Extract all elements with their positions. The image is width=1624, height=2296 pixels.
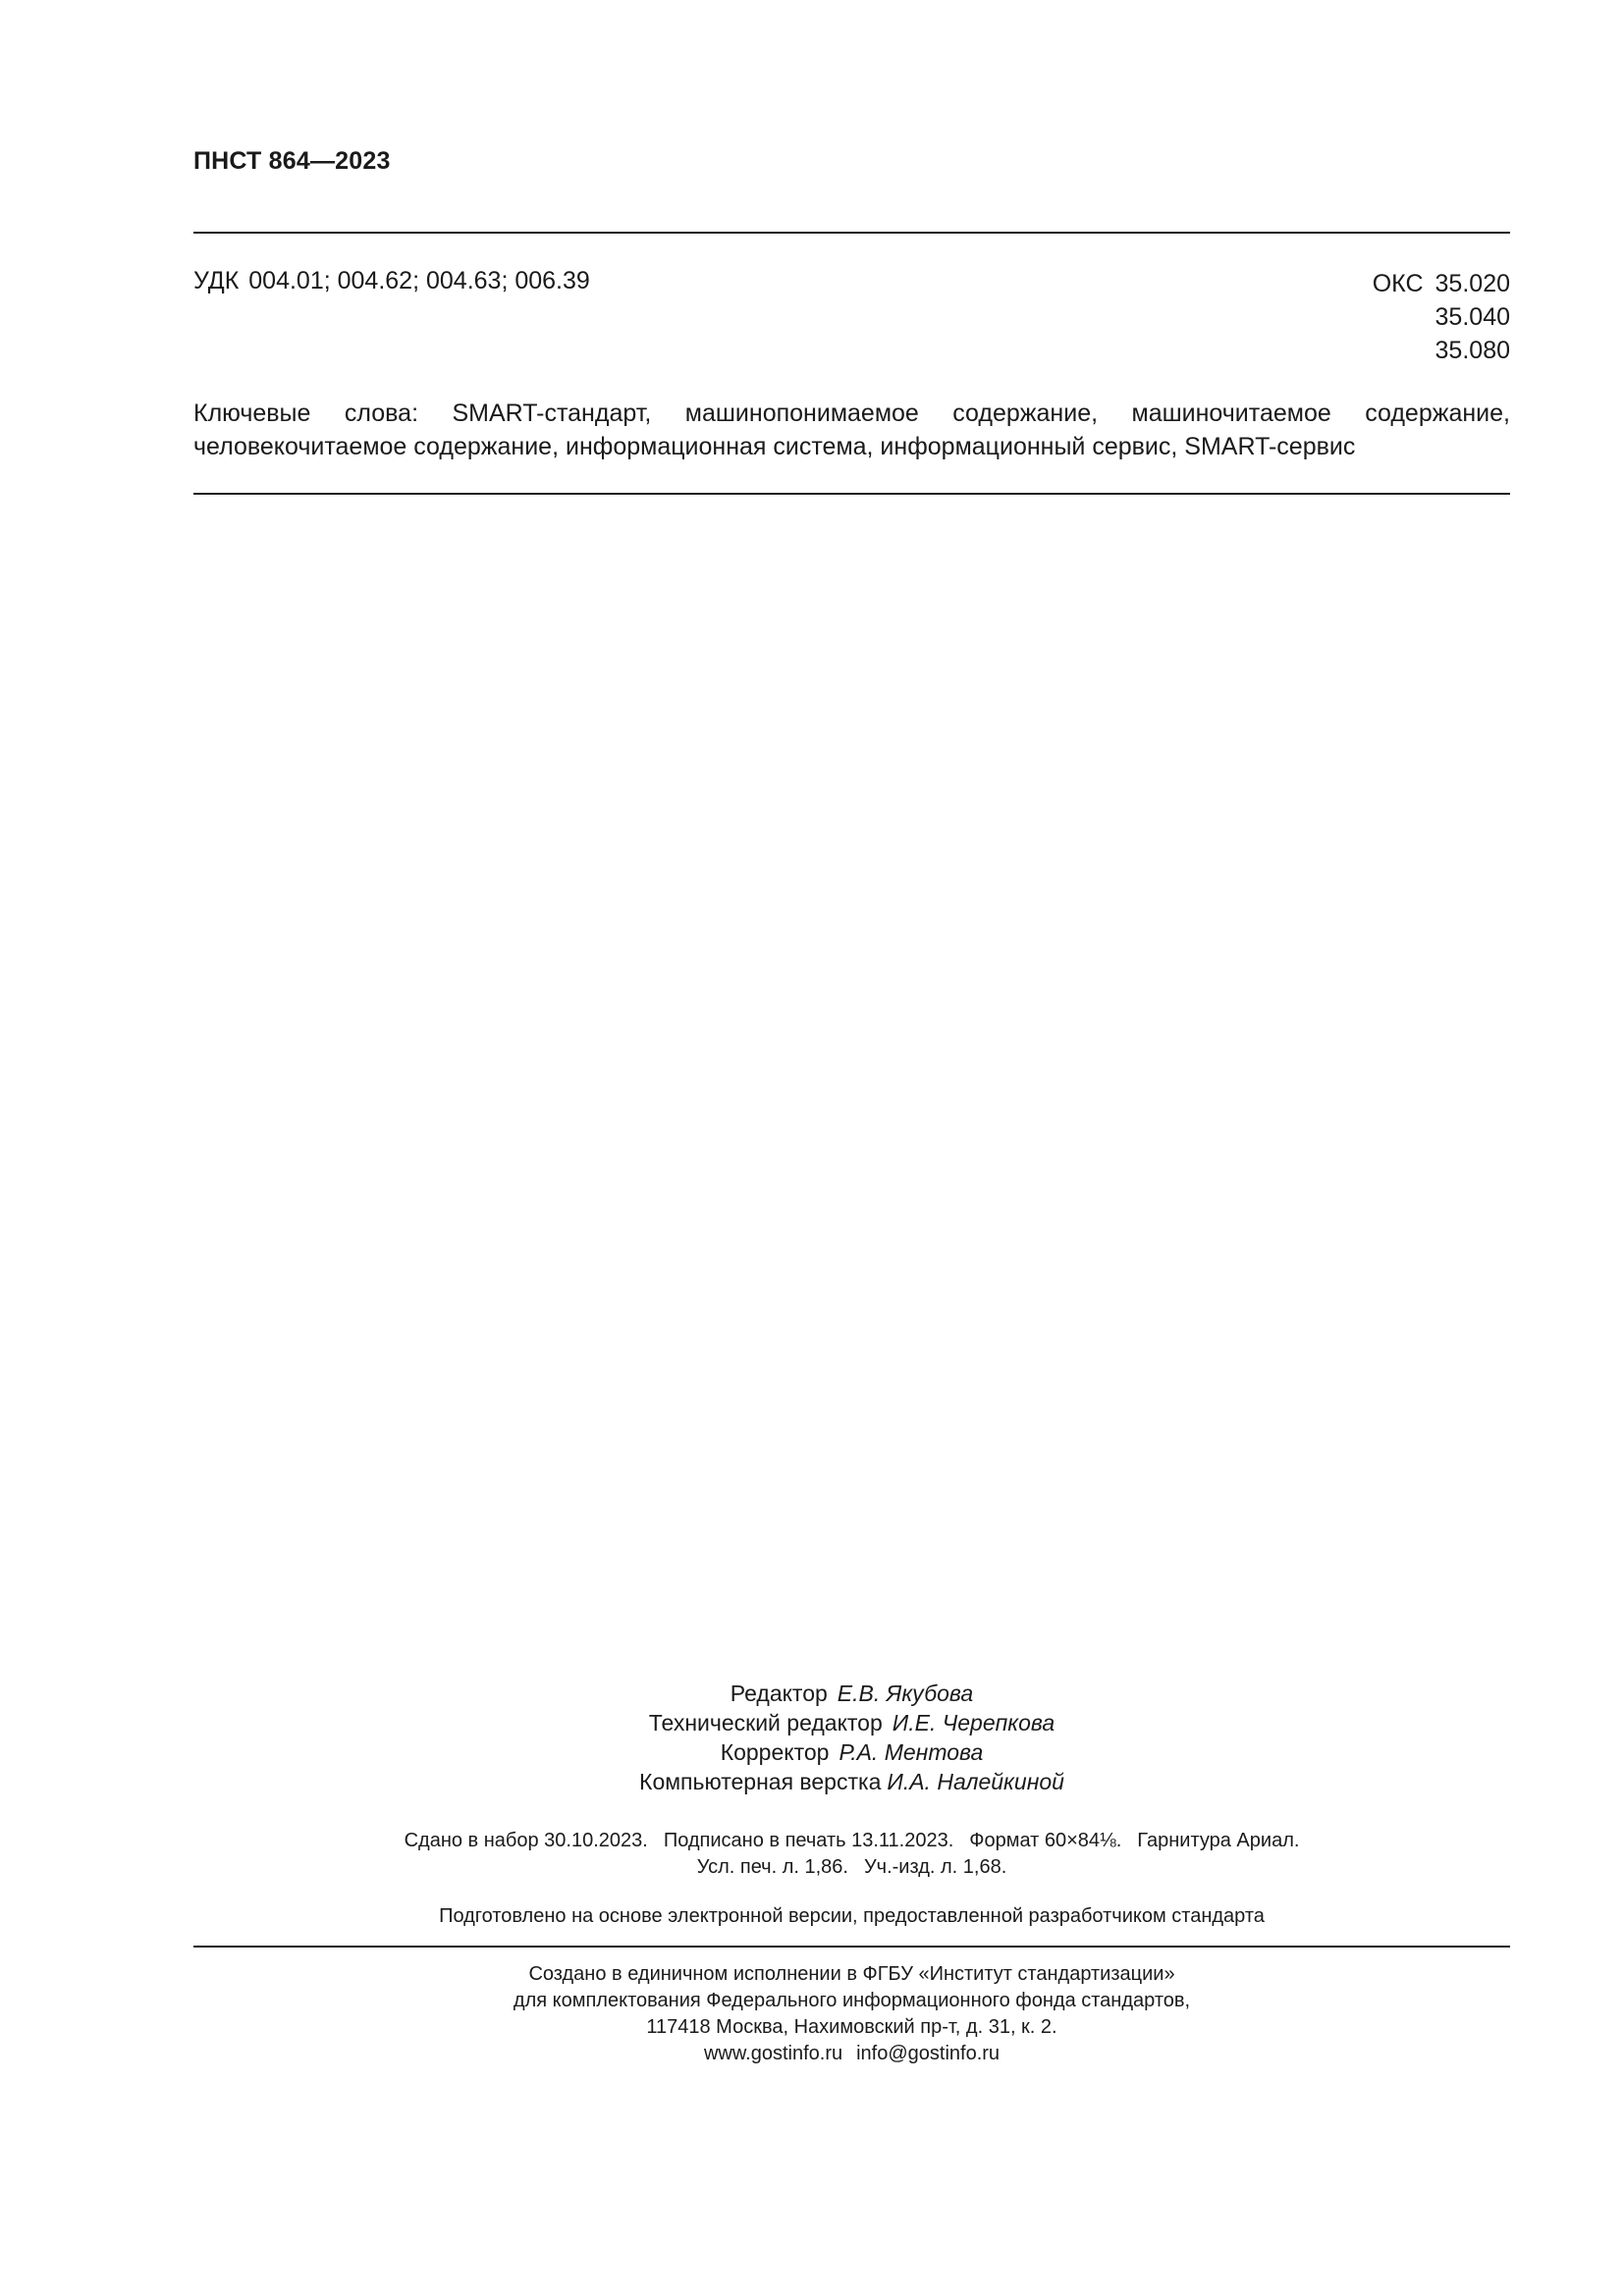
credit-line [193, 1708, 1510, 1737]
publisher-sheets: Уч.-изд. л. 1,68. [863, 1856, 1007, 1878]
website-link[interactable]: www.gostinfo.ru [703, 2043, 843, 2064]
publisher-contacts [193, 2041, 1510, 2067]
credit-name: Р.А. Ментова [839, 1739, 984, 1765]
top-divider [193, 232, 1510, 234]
oks-block [1373, 267, 1510, 367]
document-code: ПНСТ 864—2023 [193, 147, 391, 175]
udk-value: 004.01; 004.62; 004.63; 006.39 [248, 267, 590, 294]
oks-code: 35.080 [1435, 337, 1510, 364]
print-info-line-1 [193, 1828, 1510, 1854]
credit-role: Компьютерная верстка [639, 1769, 882, 1794]
udk-label: УДК [193, 267, 240, 294]
paper-format: Формат 60×84⅛. [969, 1830, 1122, 1851]
oks-code: 35.020 [1435, 270, 1510, 297]
print-info-line-2 [193, 1854, 1510, 1881]
print-sheets: Усл. печ. л. 1,86. [696, 1856, 848, 1878]
email-link[interactable]: info@gostinfo.ru [856, 2043, 1001, 2064]
prepared-note: Подготовлено на основе электронной версии, предоставленной разработчиком стандарта [439, 1905, 1265, 1927]
typeface: Гарнитура Ариал. [1137, 1830, 1300, 1851]
udk-block [193, 267, 590, 295]
credit-role: Редактор [730, 1681, 828, 1706]
credit-line [193, 1737, 1510, 1767]
print-info [193, 1828, 1510, 1881]
credit-line [193, 1679, 1510, 1708]
credit-role: Технический редактор [648, 1710, 883, 1735]
credit-role: Корректор [720, 1739, 830, 1765]
signed-date: Подписано в печать 13.11.2023. [663, 1830, 954, 1851]
credit-name: И.А. Налейкиной [887, 1769, 1064, 1794]
oks-label: ОКС [1372, 270, 1424, 297]
publisher-line-1: Создано в единичном исполнении в ФГБУ «Институт стандартизации» [528, 1963, 1175, 1985]
keywords-divider [193, 493, 1510, 495]
publisher-info [193, 1961, 1510, 2067]
footer-divider [193, 1946, 1510, 1948]
oks-code: 35.040 [1435, 303, 1510, 331]
publisher-address: 117418 Москва, Нахимовский пр-т, д. 31, к. 2. [646, 2016, 1057, 2038]
submitted-date: Сдано в набор 30.10.2023. [404, 1830, 648, 1851]
keywords: Ключевые слова: SMART-стандарт, машинопонимаемое содержание, машиночитаемое содержание, человекочитаемое содержание, информационная система, информационный сервис, SMART-сервис [193, 400, 1510, 460]
credits-block [193, 1679, 1510, 1796]
credit-name: Е.В. Якубова [837, 1681, 974, 1706]
credit-name: И.Е. Черепкова [892, 1710, 1056, 1735]
publisher-line-2: для комплектования Федерального информационного фонда стандартов, [513, 1990, 1191, 2011]
credit-line [193, 1767, 1510, 1796]
